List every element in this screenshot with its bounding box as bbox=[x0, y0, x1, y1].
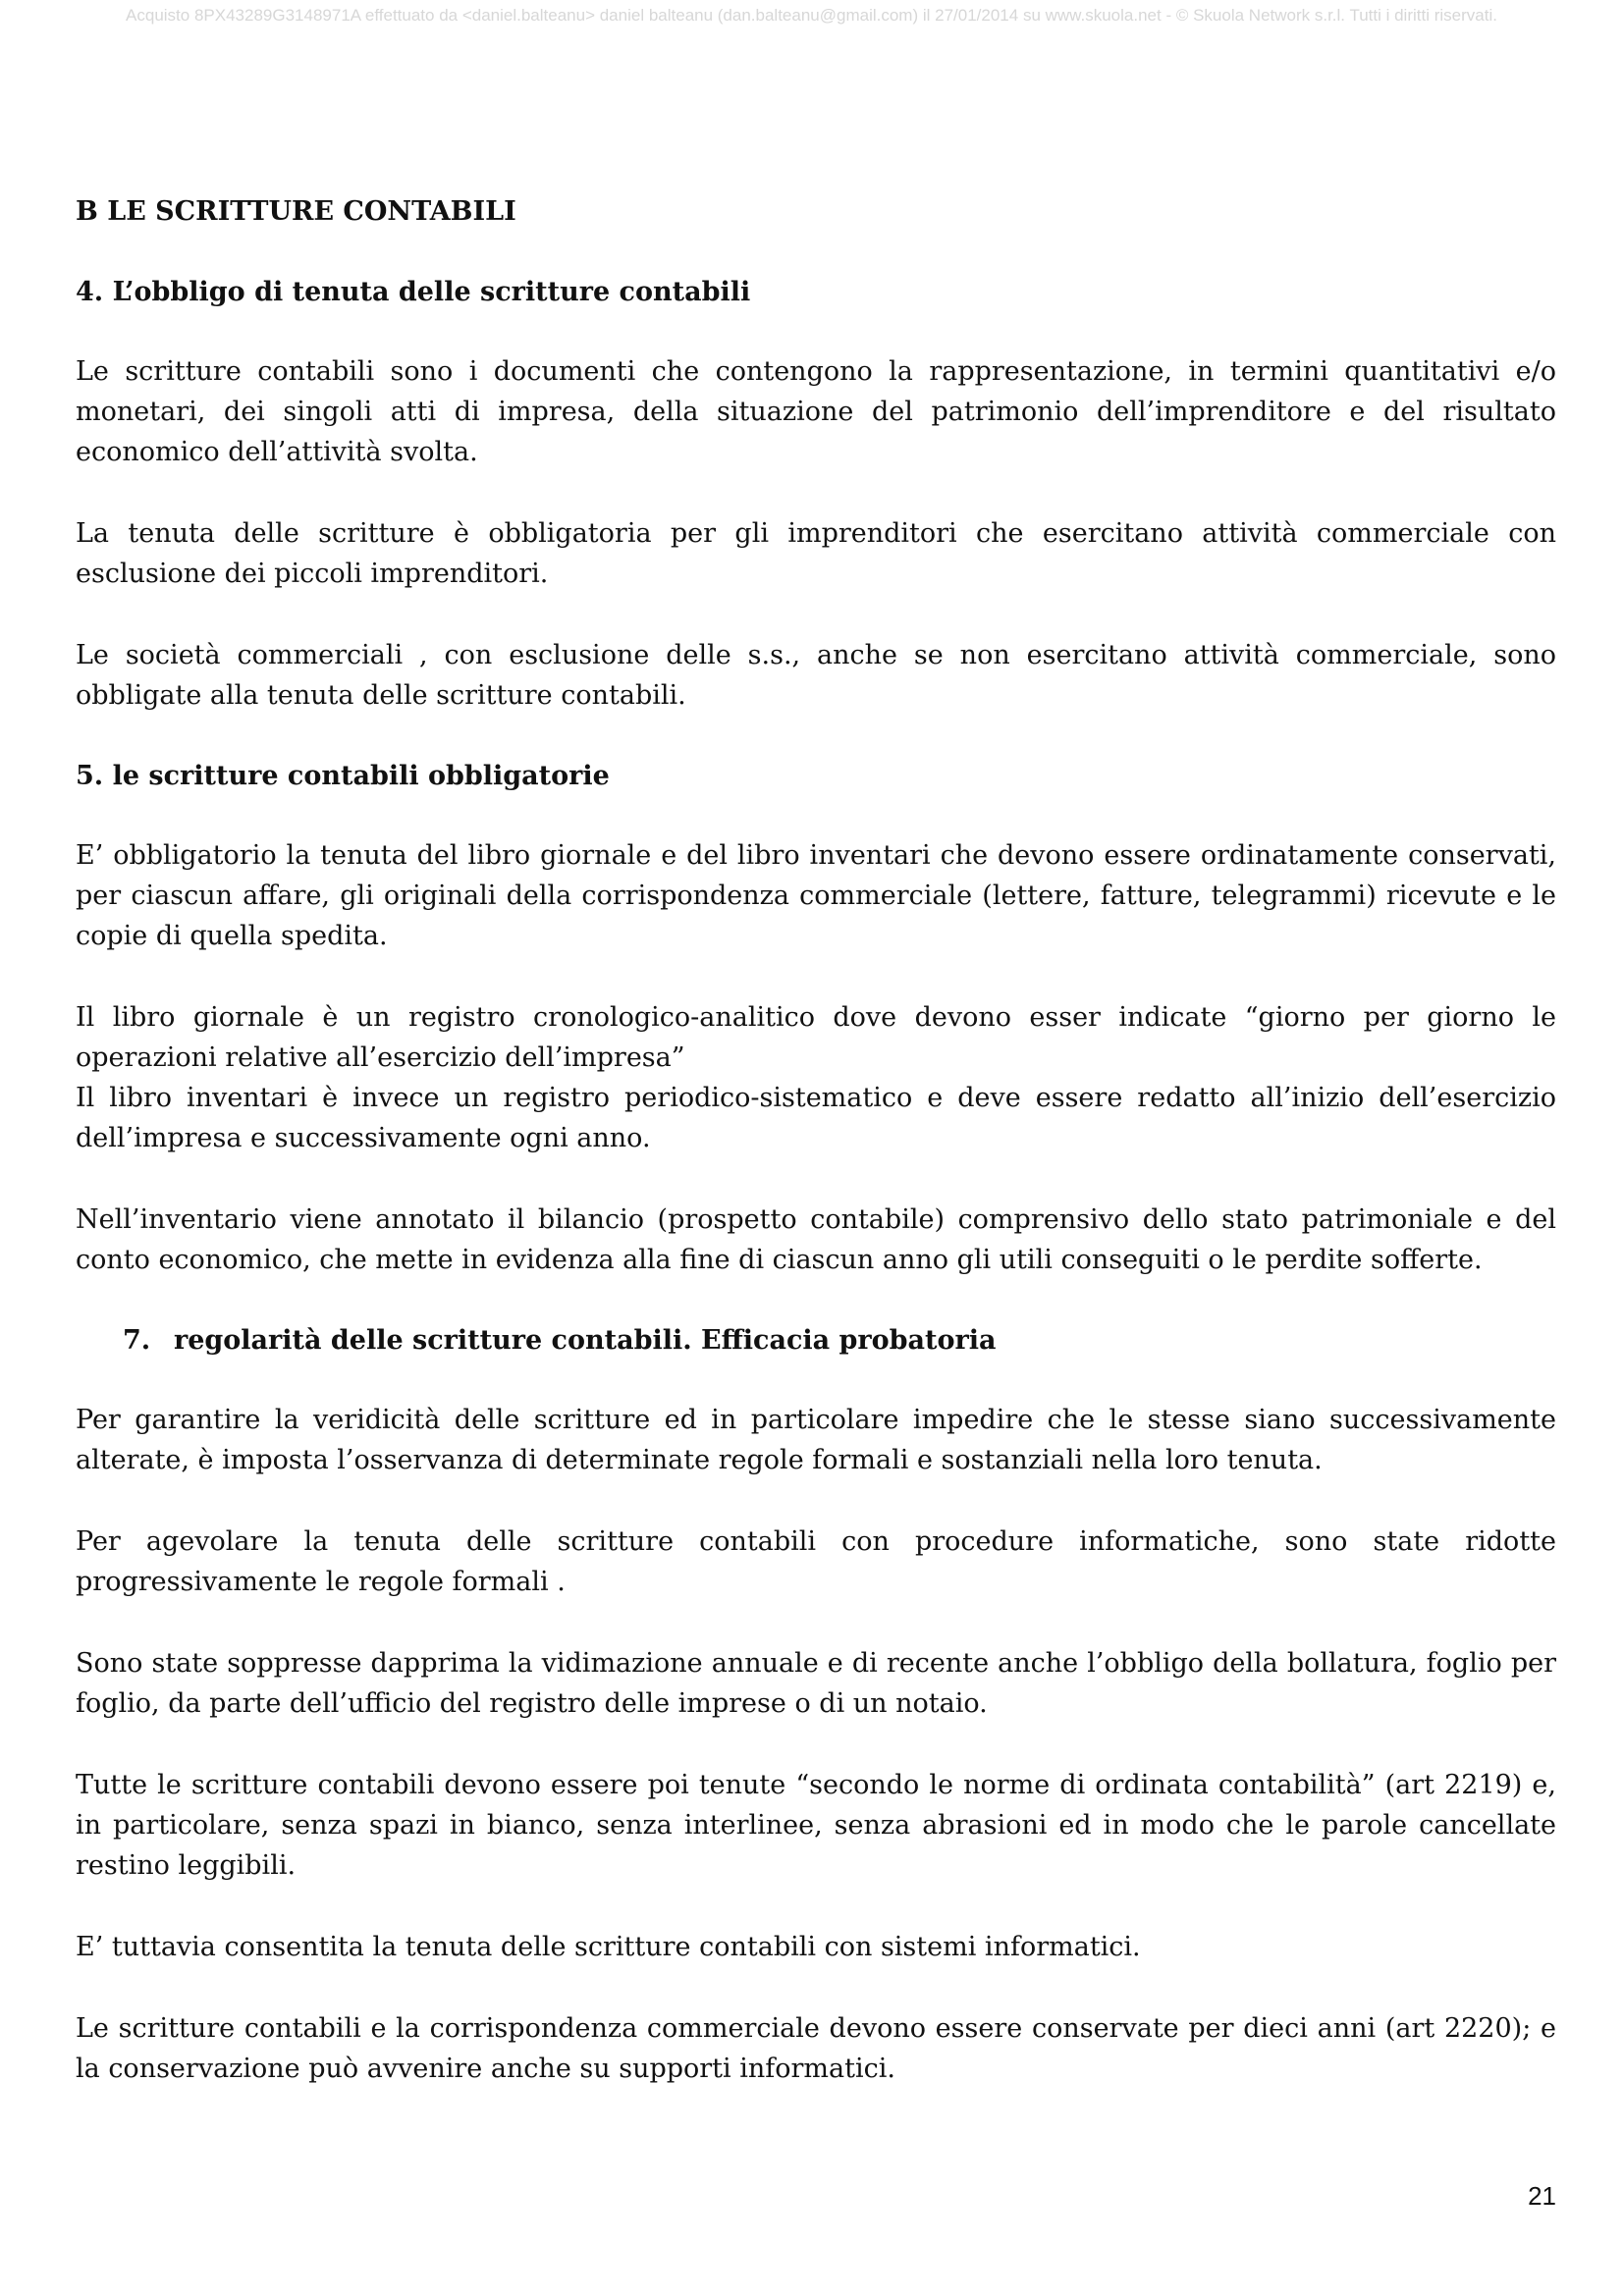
paragraph: Tutte le scritture contabili devono essere poi tenute “secondo le norme di ordinata contabilità” (art 2219) e, in particolare, senza spazi in bianco, senza interlinee, senza abrasioni ed in modo che le parole cancellate restino leggibili. bbox=[76, 1770, 1556, 1881]
paragraph: Nell’inventario viene annotato il bilancio (prospetto contabile) comprensivo dello stato patrimoniale e del conto economico, che mette in evidenza alla fine di ciascun anno gli utili conseguiti o le perdite sofferte. bbox=[76, 1204, 1556, 1275]
paragraph: E’ tuttavia consentita la tenuta delle scritture contabili con sistemi informatici. bbox=[76, 1932, 1141, 1962]
paragraph: Sono state soppresse dapprima la vidimazione annuale e di recente anche l’obbligo della bollatura, foglio per foglio, da parte dell’ufficio del registro delle imprese o di un notaio. bbox=[76, 1648, 1556, 1719]
paragraph: Le scritture contabili sono i documenti che contengono la rappresentazione, in termini quantitativi e/o monetari, dei singoli atti di impresa, della situazione del patrimonio dell’imprenditore e del risultato economico dell’attività svolta. bbox=[76, 356, 1556, 467]
page-number: 21 bbox=[1528, 2181, 1556, 2211]
section-7-title-text: regolarità delle scritture contabili. Efficacia probatoria bbox=[174, 1325, 997, 1356]
paragraph: Il libro inventari è invece un registro periodico-sistematico e deve essere redatto all’inizio dell’esercizio dell’impresa e successivamente ogni anno. bbox=[76, 1083, 1556, 1153]
paragraph: E’ obbligatorio la tenuta del libro giornale e del libro inventari che devono essere ordinatamente conservati, per ciascun affare, gli originali della corrispondenza commerciale (lettere, fatture, telegrammi) ricevute e le copie di quella spedita. bbox=[76, 840, 1556, 951]
section-5-title: 5. le scritture contabili obbligatorie bbox=[76, 761, 610, 791]
paragraph: Per agevolare la tenuta delle scritture contabili con procedure informatiche, sono state ridotte progressivamente le regole formali . bbox=[76, 1526, 1556, 1597]
paragraph: Le società commerciali , con esclusione delle s.s., anche se non esercitano attività commerciale, sono obbligate alla tenuta delle scritture contabili. bbox=[76, 640, 1556, 711]
section-7-number: 7. bbox=[123, 1325, 151, 1356]
page-heading: B LE SCRITTURE CONTABILI bbox=[76, 196, 516, 227]
section-7-title bbox=[76, 1321, 1556, 1361]
paragraph: Il libro giornale è un registro cronologico-analitico dove devono esser indicate “giorno per giorno le operazioni relative all’esercizio dell’impresa” bbox=[76, 1002, 1556, 1073]
document-body bbox=[76, 192, 1556, 2089]
watermark-text: Acquisto 8PX43289G3148971A effettuato da <daniel.balteanu> daniel balteanu (dan.balteanu@gmail.com) il 27/01/2014 su www.skuola.net - © Skuola Network s.r.l. Tutti i diritti riservati. bbox=[126, 6, 1497, 25]
paragraph: Le scritture contabili e la corrispondenza commerciale devono essere conservate per dieci anni (art 2220); e la conservazione può avvenire anche su supporti informatici. bbox=[76, 2013, 1556, 2084]
section-4-title: 4. L’obbligo di tenuta delle scritture contabili bbox=[76, 277, 751, 307]
paragraph: La tenuta delle scritture è obbligatoria per gli imprenditori che esercitano attività commerciale con esclusione dei piccoli imprenditori. bbox=[76, 518, 1556, 589]
paragraph: Per garantire la veridicità delle scritture ed in particolare impedire che le stesse siano successivamente alterate, è imposta l’osservanza di determinate regole formali e sostanziali nella loro tenuta. bbox=[76, 1405, 1556, 1475]
